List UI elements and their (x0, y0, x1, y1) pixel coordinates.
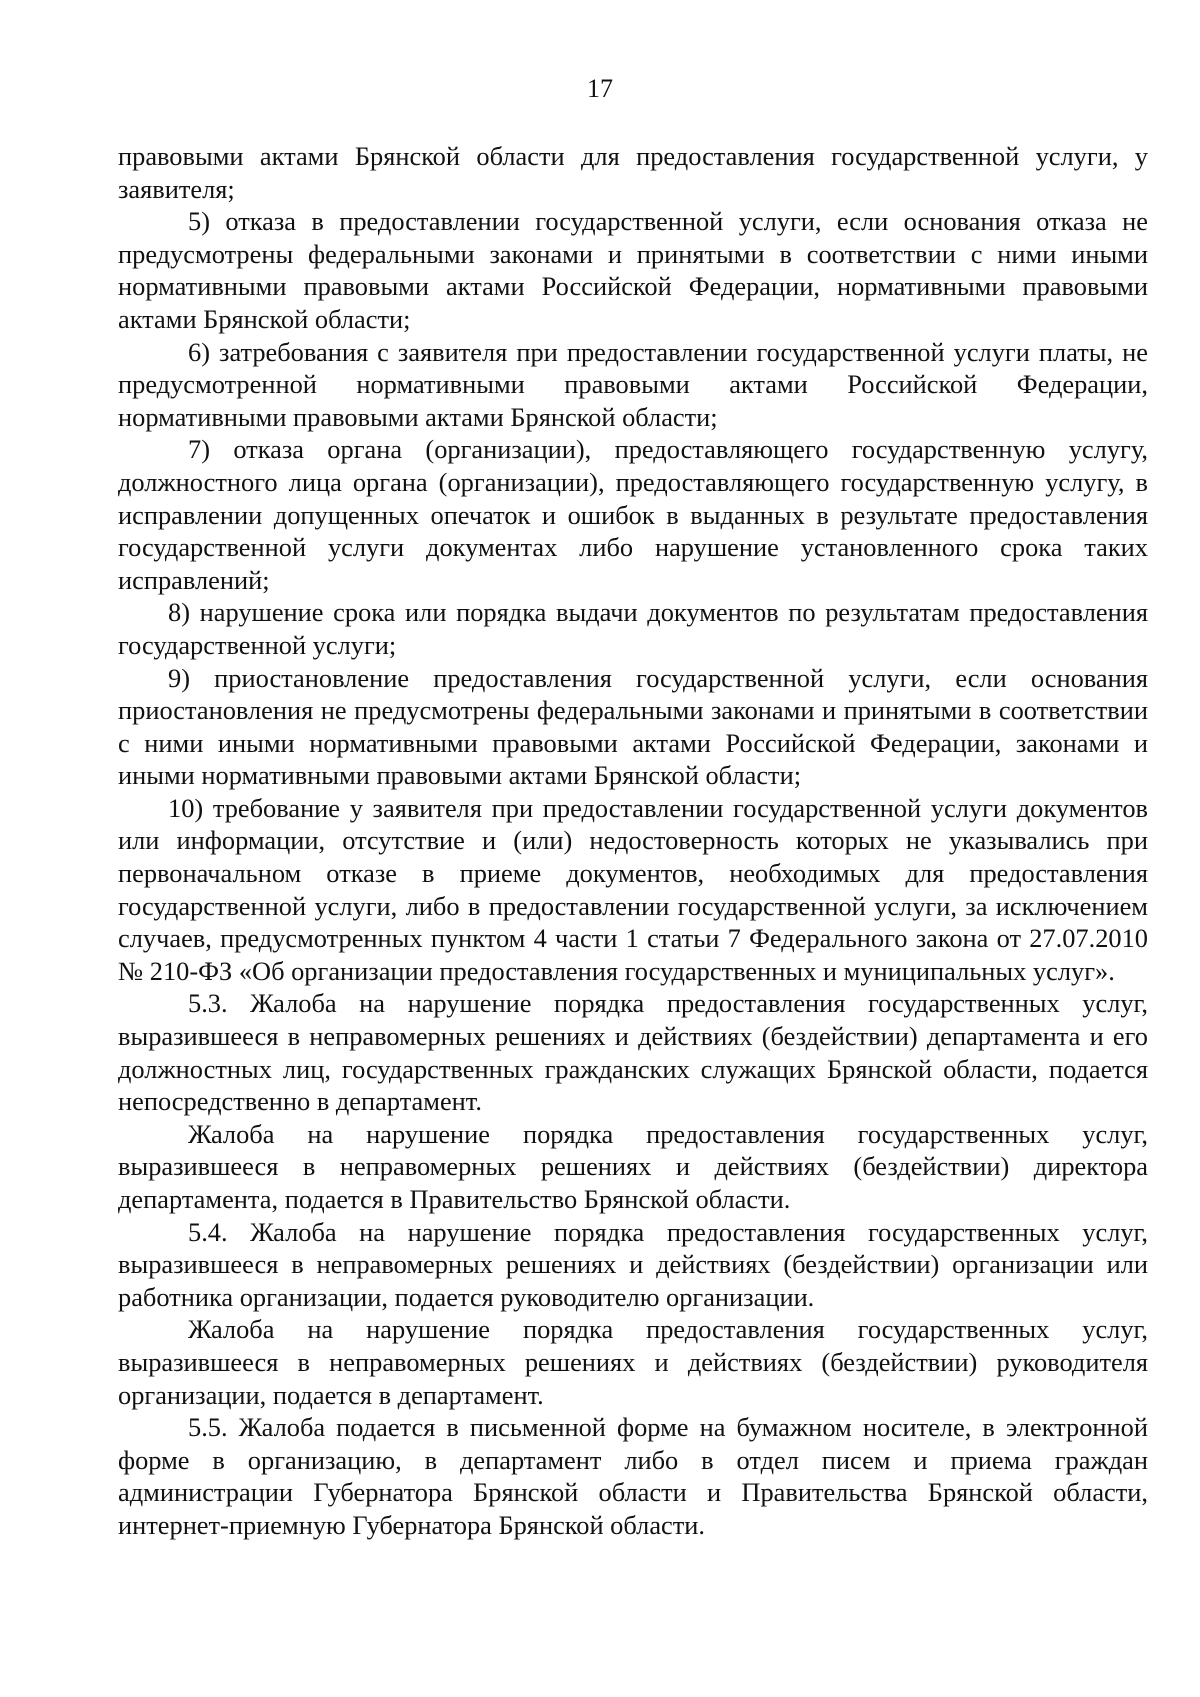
paragraph-section-5-5: 5.5. Жалоба подается в письменной форме на бумажном носителе, в электронной форме в организацию, в департамент либо в отдел писем и приема граждан администрации Губернатора Брянской области и Правительства Брянской области, интернет-приемную Губернатора Брянской области. (118, 1412, 1148, 1540)
page-number: 17 (587, 74, 613, 103)
paragraph-item-6: 6) затребования с заявителя при предоставлении государственной услуги платы, не предусмотренной нормативными правовыми актами Российской Федерации, нормативными правовыми актами Брянской области; (118, 336, 1148, 432)
paragraph-item-8: 8) нарушение срока или порядка выдачи документов по результатам предоставления государственной услуги; (118, 597, 1148, 660)
paragraph-item-7: 7) отказа органа (организации), предоставляющего государственную услугу, должностного лица органа (организации), предоставляющего государственную услугу, в исправлении допущенных опечаток и ошибок в выданных в результате предоставления государственной услуги документах либо нарушение установленного срока таких исправлений; (118, 434, 1148, 595)
paragraph-section-5-3: 5.3. Жалоба на нарушение порядка предоставления государственных услуг, выразившееся в неправомерных решениях и действиях (бездействии) департамента и его должностных лиц, государственных гражданских служащих Брянской области, подается непосредственно в департамент. (118, 988, 1148, 1117)
paragraph-continuation: правовыми актами Брянской области для предоставления государственной услуги, у заявителя; (118, 141, 1148, 204)
paragraph-complaint-organization-head: Жалоба на нарушение порядка предоставления государственных услуг, выразившееся в неправомерных решениях и действиях (бездействии) руководителя организации, подается в департамент. (118, 1314, 1148, 1410)
paragraph-item-5: 5) отказа в предоставлении государственной услуги, если основания отказа не предусмотрены федеральными законами и принятыми в соответствии с ними иными нормативными правовыми актами Российской Федерации, нормативными правовыми актами Брянской области; (118, 206, 1148, 334)
document-body (118, 140, 1148, 1542)
paragraph-section-5-4: 5.4. Жалоба на нарушение порядка предоставления государственных услуг, выразившееся в неправомерных решениях и действиях (бездействии) организации или работника организации, подается руководителю организации. (118, 1216, 1148, 1312)
paragraph-item-10: 10) требование у заявителя при предоставлении государственной услуги документов или информации, отсутствие и (или) недостоверность которых не указывались при первоначальном отказе в приеме документов, необходимых для предоставления государственной услуги, либо в предоставлении государственной услуги, за исключением случаев, предусмотренных пунктом 4 части 1 статьи 7 Федерального закона от 27.07.2010 № 210-ФЗ «Об организации предоставления государственных и муниципальных услуг». (118, 792, 1148, 986)
paragraph-item-9: 9) приостановление предоставления государственной услуги, если основания приостановления не предусмотрены федеральными законами и принятыми в соответствии с ними иными нормативными правовыми актами Российской Федерации, законами и иными нормативными правовыми актами Брянской области; (118, 662, 1148, 791)
paragraph-complaint-director: Жалоба на нарушение порядка предоставления государственных услуг, выразившееся в неправомерных решениях и действиях (бездействии) директора департамента, подается в Правительство Брянской области. (118, 1118, 1148, 1214)
